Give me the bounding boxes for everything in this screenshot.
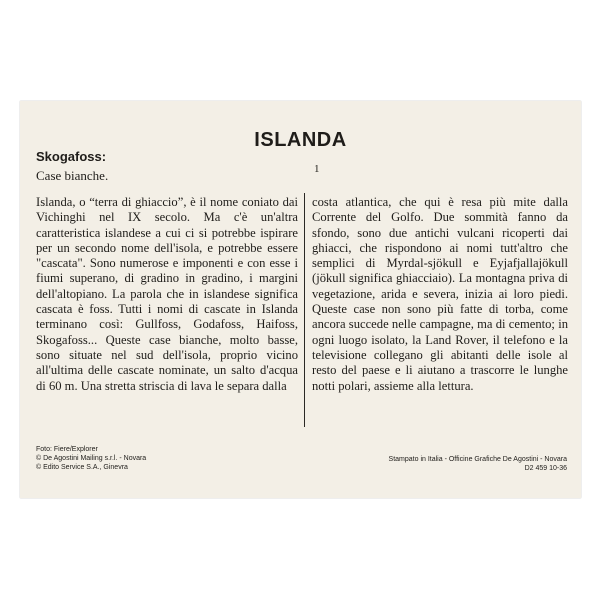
credit-line: © Edito Service S.A., Ginevra bbox=[36, 464, 128, 471]
card-title: ISLANDA bbox=[254, 129, 347, 151]
postcard-back bbox=[20, 101, 581, 498]
printer-code: D2 459 10-36 bbox=[524, 465, 567, 472]
subject-subtitle: Case bianche. bbox=[36, 168, 109, 183]
printer-info bbox=[389, 455, 567, 473]
credit-line: © De Agostini Mailing s.r.l. - Novara bbox=[36, 455, 147, 462]
printer-line: Stampato in Italia - Officine Grafiche De Agostini - Novara bbox=[388, 456, 567, 463]
credit-line: Foto: Fiere/Explorer bbox=[36, 446, 98, 453]
subject-heading: Skogafoss: bbox=[36, 149, 107, 164]
body-text-right-column: costa atlantica, che qui è resa più mite dalla Corrente del Golfo. Due sommità fanno da sfondo, sono due antichi vulcani ricoperti dai ghiacci, che rispondono ai nomi tutt'altro che semplici di Myrdal-sjökull e Eyjafjallajökull (jökull significa ghiacciaio). La montagna priva di vegetazione, arida e severa, inizia ai loro piedi. Queste case non sono più fatte di torba, come ancora succede nelle campagne, ma di cemento; in ogni luogo isolato, la Land Rover, il telefono e la televisione collegano gli abitanti delle isole al resto del paese e li aiutano a trascorre le lunghe notti polari, assieme alla lettura. bbox=[312, 195, 568, 393]
page-number: 1 bbox=[314, 163, 320, 175]
column-divider bbox=[304, 193, 305, 427]
photo-credits bbox=[36, 445, 146, 472]
body-text-left-column: Islanda, o “terra di ghiaccio”, è il nome coniato dai Vichinghi nel IX secolo. Ma c'è un'altra caratteristica islandese a cui ci si potrebbe ispirare per un secondo nome dell'isola, e potrebbe essere "cascata". Sono numerose e imponenti e con esse i fiumi superano, di gradino in gradino, i margini dell'altopiano. La parola che in islandese significa cascata è foss. Tutti i nomi di cascate in Islanda terminano così: Gullfoss, Godafoss, Haifoss, Skogafoss... Queste case bianche, molto basse, sono situate nel sud dell'isola, proprio vicino all'ultima delle cascate nominate, un salto d'acqua di 60 m. Una stretta striscia di lava le separa dalla bbox=[36, 195, 298, 393]
